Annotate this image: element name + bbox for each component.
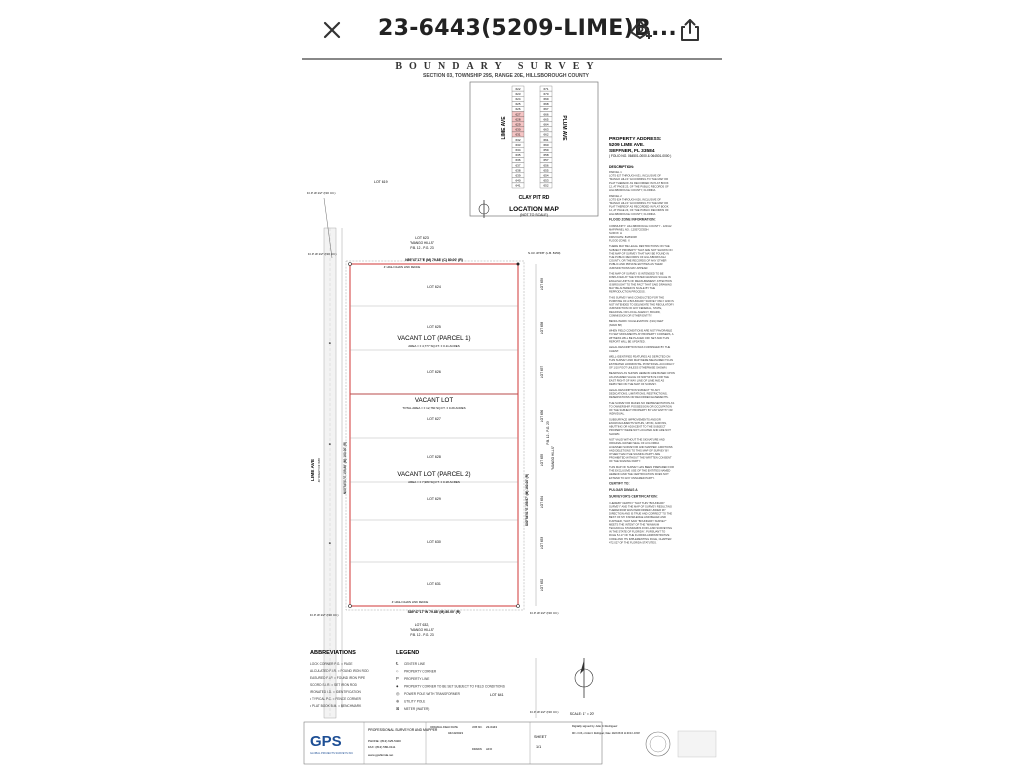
- survey-note: COUNTY, OR THE RECORDS OF ANY OTHER: [609, 259, 667, 263]
- viewer-toolbar: [0, 0, 1024, 60]
- description-paragraph: HILLSBOROUGH COUNTY, FLORIDA.: [609, 189, 656, 192]
- survey-note: IS BROUGHT TO THE FACT THAT SAID DRAWING: [609, 283, 672, 287]
- description-paragraph: PARCEL 2: [609, 194, 622, 198]
- close-icon: [321, 19, 343, 41]
- survey-note: THIS SURVEY AND MAP WERE MEASURED TO AN: [609, 359, 674, 363]
- lot-630-label: LOT 630: [427, 540, 441, 544]
- location-map-lot-number: 638: [515, 168, 521, 173]
- right-bearing: S00°54'51"E 159.97' (M) 160.00' (R): [525, 473, 529, 527]
- survey-note: ABUTTING OR ADJACENT TO THE SUBJECT: [609, 425, 666, 429]
- location-map-lot-number: 635: [515, 153, 521, 158]
- location-map: [470, 82, 598, 218]
- surveyor-cert-text: BEST OF MY KNOWLEDGE AND BELIEF AND: [609, 516, 666, 520]
- survey-note: PURPOSE OF A BOUNDARY SURVEY ONLY AND IS: [609, 300, 674, 303]
- description-paragraph: LOTS 624 THROUGH 626, INCLUSIVE OF: [609, 198, 661, 202]
- legend-item: PROPERTY CORNER: [404, 669, 437, 674]
- survey-note: INDIVIDUAL.: [609, 412, 625, 416]
- survey-note: THIS SURVEY WAS CONDUCTED FOR THE: [609, 296, 664, 300]
- company-logo: GPS: [310, 733, 342, 750]
- survey-note: ENCROACHMENTS WITHIN, UPON, ACROSS,: [609, 422, 667, 425]
- surveyor-cert-title: SURVEYOR'S CERTIFICATION:: [609, 494, 658, 499]
- mango-hills-top: "MANGO HILLS": [409, 241, 435, 245]
- fip-north-label: F.I.P. Ø 1/2" (NO I.D.): [307, 191, 336, 195]
- abbreviations-list: [310, 662, 369, 708]
- signed-label: Digitally signed by Julio C Rodriguez: [572, 724, 618, 728]
- location-map-title: LOCATION MAP: [509, 206, 559, 213]
- document-title: 23-6443(5209-LIME)B...: [378, 16, 678, 41]
- description-paragraph: HILLSBOROUGH COUNTY, FLORIDA.: [609, 212, 656, 216]
- location-map-lot-number: 640: [515, 178, 521, 183]
- legend-item: PROPERTY LINE: [404, 677, 430, 681]
- sheet-label: SHEET: [534, 735, 547, 739]
- surveyor-cert-text: 472.027 OF THE FLORIDA STATUTES.: [609, 541, 657, 545]
- bottom-fence-label: 4' HIGH CHAIN LINK FENCE: [391, 600, 429, 604]
- location-map-lot-number: 633: [515, 142, 521, 147]
- lot-641-label: LOT 641: [490, 693, 504, 697]
- company-role: PROFESSIONAL SURVEYOR AND MAPPER: [368, 728, 438, 732]
- legend-symbol: ○: [396, 668, 399, 674]
- original-date-value: 04/10/2023: [448, 731, 464, 735]
- drawn-label: DRAWN: [472, 748, 482, 751]
- survey-note: OF THE SUBJECT PROPERTY BY ANY ENTITY OR: [609, 409, 673, 412]
- survey-note: THE MAP OF SURVEY THAT MAY BE FOUND IN: [609, 252, 669, 256]
- top-fence-label: 4' HIGH CHAIN LINK FENCE: [383, 265, 421, 269]
- parcel-1-label: VACANT LOT (PARCEL 1): [397, 335, 471, 342]
- location-map-lot-number: 652: [543, 183, 549, 188]
- lot-624-label: LOT 624: [427, 285, 441, 289]
- certify-title: CERTIFY TO:: [609, 481, 630, 486]
- location-map-lot-number: 637: [515, 163, 521, 168]
- location-map-lot-number: 631: [515, 132, 521, 137]
- flood-text: COMMUNITY: HILLSBOROUGH COUNTY - 120112: [609, 225, 672, 228]
- description-paragraph: PLAT THEREOF AS RECORDED IN PLAT BOOK: [609, 181, 669, 185]
- location-map-lot-number: 639: [515, 173, 521, 178]
- legend-symbol: ●: [396, 683, 399, 689]
- plat-book-top: P.B. 12 - P.G. 23: [410, 246, 434, 250]
- survey-note: BENCH MARK: N/A ELEVATION: (N/A) FEET: [609, 320, 664, 324]
- survey-note: REPRODUCTION PROCESS.: [609, 290, 646, 294]
- edit-mode-button[interactable]: [624, 14, 656, 46]
- left-bearing: N00°54'51"E 159.88' (M) 160.00' (R): [343, 441, 347, 495]
- surveyor-cert-text: TECHNICAL STANDARDS FOR LAND SURVEYING: [609, 527, 673, 530]
- parcel-2-area: AREA = ± 7,983 SQ.FT. ± 0.18 ACRES: [408, 480, 460, 484]
- property-address-line2: SEFFNER, FL 33584: [609, 149, 655, 154]
- location-map-lot-number: 636: [515, 158, 521, 163]
- survey-note: DISPLAYED AT THE STATED GRAPHIC SCALE IN: [609, 276, 671, 280]
- property-address-label: PROPERTY ADDRESS:: [609, 137, 662, 142]
- survey-note: AND DELETIONS TO THIS MAP OF SURVEY BY: [609, 449, 669, 453]
- share-icon: [677, 17, 703, 43]
- survey-note: CLIENT.: [609, 349, 620, 353]
- parcel-boundary: [350, 264, 518, 606]
- survey-note: OF 1/10 FOOT UNLESS OTHERWISE SHOWN.: [609, 366, 668, 370]
- abbreviation-item: SCORD S.I.R. = SET IRON ROD: [310, 683, 357, 687]
- location-map-subtitle: (NOT TO SCALE): [520, 213, 548, 217]
- lot-623-label: LOT 623: [415, 236, 429, 240]
- location-map-lot-number: 622: [515, 86, 521, 91]
- close-button[interactable]: [316, 14, 348, 46]
- description-paragraph: LOTS 627 THROUGH 631, INCLUSIVE OF: [609, 174, 661, 178]
- location-map-lot-number: 641: [515, 183, 521, 188]
- location-map-lot-number: 625: [515, 102, 521, 107]
- legend-block: [395, 650, 505, 711]
- right-lot-label: LOT 655: [540, 453, 544, 467]
- location-map-lot-number: 630: [515, 127, 521, 132]
- location-map-lot-number: 669: [543, 97, 549, 101]
- location-map-lot-number: 670: [543, 91, 549, 96]
- survey-note: SUBSURFACE IMPROVEMENTS AND/OR: [609, 418, 661, 422]
- abbreviation-item: IRONATED I.D. = IDENTIFICATION: [310, 690, 361, 694]
- right-lot-labels: [540, 278, 544, 592]
- lot-626-label: LOT 626: [427, 370, 441, 374]
- lot-619-label: LOT 619: [374, 180, 388, 184]
- lot-632-label: LOT 632,: [414, 623, 430, 627]
- location-map-lot-number: 624: [515, 97, 521, 101]
- lot-631-label: LOT 631: [427, 582, 441, 586]
- survey-note: EXTEND TO ANY UNNAMED PARTY.: [609, 476, 655, 480]
- legend-item: UTILITY POLE: [404, 699, 426, 704]
- survey-note: DEPICTED ON THE MAP OF SURVEY.: [609, 383, 657, 386]
- edit-mode-icon: [626, 16, 654, 44]
- abbreviation-item: LOCK CORNER P.G. = PAGE: [310, 662, 353, 666]
- survey-note: REPORT WILL BE UPDATED.: [609, 340, 646, 344]
- location-map-lot-number: 653: [543, 178, 549, 183]
- vacant-lot-area: TOTAL AREA = ± 12,760 SQ.FT. ± 0.29 ACRES: [402, 406, 466, 410]
- lot-625-label: LOT 625: [427, 325, 441, 329]
- abbreviations-title: ABBREVIATIONS: [310, 650, 356, 656]
- survey-note: SUBJECT PROPERTY THAT ARE NOT SHOWN ON: [609, 248, 673, 252]
- right-lot-label: LOT 657: [540, 365, 544, 379]
- top-rule: [302, 58, 722, 60]
- survey-note: NOT INTENDED TO DELINEATE THE REGULATORY: [609, 303, 675, 307]
- company-name: GLOBAL PROJECTS SURVEYS INC: [310, 752, 354, 755]
- flood-text: SUFFIX: H: [609, 232, 622, 236]
- legend-item: CENTER LINE: [404, 662, 426, 666]
- legend-symbol: ⊠: [396, 706, 400, 711]
- survey-note: THE EXCLUSIVE USE OF THE ENTITIES NAMED: [609, 469, 671, 473]
- legend-symbol: ℄: [396, 661, 399, 666]
- surveyor-cert-text: THEREFROM WAS PERFORMED UNDER MY: [609, 509, 666, 512]
- survey-note: THIS MAP OF SURVEY HAS BEEN PREPARED FOR: [609, 466, 674, 469]
- survey-note: TO SET MONUMENTS AT PROPERTY CORNERS, A: [609, 333, 674, 337]
- flood-text: FLOOD ZONE: X: [609, 239, 630, 243]
- surveyor-cert-text: FURTHER, THAT SAID "BOUNDARY SURVEY": [609, 519, 667, 523]
- description-paragraph: "MANGO HILLS" ACCORDING TO THE MAP OR: [609, 202, 669, 205]
- plat-book-right: P.B. 12 - P.G. 23: [546, 421, 550, 445]
- survey-note: ENGLISH UNITS OF MEASUREMENT. ATTENTION: [609, 279, 672, 283]
- lot-629-label: LOT 629: [427, 497, 441, 501]
- survey-note: PROPERTY WERE NOT LOCATED AND ARE NOT: [609, 429, 671, 433]
- description-title: DESCRIPTION:: [609, 165, 635, 169]
- abbreviation-item: EASURED F.I.P. = FOUND IRON PIPE: [310, 676, 366, 680]
- location-map-lot-number: 665: [543, 117, 549, 122]
- survey-note: THE SURVEYOR MAKES NO REPRESENTATION AS: [609, 401, 675, 405]
- location-map-lot-number: 656: [543, 163, 549, 168]
- location-map-lot-number: 657: [543, 158, 549, 163]
- right-lot-label: LOT 656: [540, 409, 544, 423]
- surveyor-cert-text: RULE 5J-17 OF THE FLORIDA ADMINISTRATIVE: [609, 534, 670, 538]
- flood-text: FIRM DATE: 8/28/2008: [609, 235, 637, 239]
- location-map-lot-number: 654: [543, 173, 549, 178]
- sheet-value: 1/1: [536, 745, 542, 749]
- description-paragraph: "MANGO HILLS" ACCORDING TO THE MAP OR: [609, 178, 669, 182]
- legend-item: PROPERTY CORNER TO BE SET SUBJECT TO FIELD CONDITIONS: [404, 684, 505, 689]
- top-bearing: N89°47'17"E (M) 79.88' (C) 80.00' (R): [405, 258, 463, 262]
- survey-note: EAST RIGHT OF WAY LINE OF LIME AVE AS: [609, 379, 665, 383]
- survey-note: LEGAL DESCRIPTION WAS FURNISHED BY THE: [609, 346, 671, 350]
- location-map-lot-number: 661: [543, 137, 549, 142]
- parcel-2-label: VACANT LOT (PARCEL 2): [397, 471, 471, 478]
- location-map-lot-number: 627: [515, 112, 521, 117]
- location-map-lot-number: 659: [543, 148, 549, 152]
- abbreviation-item: • TYPICAL P.C. = FENCE CORNER: [310, 697, 361, 701]
- share-button[interactable]: [674, 14, 706, 46]
- legend-symbol: ◎: [396, 691, 400, 696]
- legend-item: METER (WATER): [404, 707, 430, 711]
- survey-note: JURISDICTION OF ANY FEDERAL, STATE,: [609, 307, 663, 311]
- original-date-label: ORIGINAL FIELD DATE: [430, 726, 458, 729]
- description-paragraph: 12, AT PAGE 23, OF THE PUBLIC RECORDS OF: [609, 209, 669, 213]
- right-of-way-note: 40' RIGHT OF WAY: [317, 457, 321, 483]
- bottom-bearing: S89°47'17"W 79.88' (M) 80.00' (R): [407, 610, 461, 614]
- survey-note: LICENSED SURVEYOR AND MAPPER. ADDITIONS: [609, 445, 673, 449]
- surveyor-seal: [646, 731, 716, 757]
- flood-title: FLOOD ZONE INFORMATION:: [609, 217, 656, 222]
- location-map-road-right: PLUM AVE: [561, 115, 567, 141]
- property-folio: ( FOLIO NO. 064501-0000 & 064501-0000 ): [609, 154, 672, 158]
- utility-pole-2: ⊕: [328, 442, 332, 446]
- survey-note: WITNESS WILL BE PLACED OFF SET AND THIS: [609, 336, 670, 340]
- drawn-value: AFO: [486, 747, 493, 751]
- surveyor-cert-text: CODE AND ITS IMPLEMENTING RULE, CHAPTER: [609, 537, 672, 541]
- location-map-lot-number: 634: [515, 148, 521, 152]
- survey-note: JURISDICTIONS MAY APPEAR.: [609, 266, 649, 270]
- abbreviations-block: [310, 650, 369, 708]
- right-lot-label: LOT 653: [540, 536, 544, 550]
- survey-note: THE MAP OF SURVEY IS INTENDED TO BE: [609, 272, 664, 276]
- legend-item: POWER POLE WITH TRANSFORMER: [404, 692, 460, 696]
- survey-note: OF THE SIGNING PARTY.: [609, 460, 641, 464]
- property-corner-sw: [349, 605, 352, 608]
- north-arrow: [575, 658, 593, 698]
- right-lot-label: LOT 652: [540, 578, 544, 592]
- survey-note: THE PUBLIC RECORDS OF HILLSBOROUGH: [609, 256, 666, 259]
- sir-top-right: S.I.R. Ø 5/8" (L.B. 8150): [528, 251, 561, 255]
- survey-note: WHEN FIELD CONDITIONS ARE NOT FAVORABLE: [609, 329, 673, 333]
- fip-bottom-right: F.I.P. Ø 1/2" (NO I.D.): [530, 611, 559, 615]
- job-label: JOB NO.: [472, 726, 483, 729]
- fip-top-left: F.I.P. Ø 1/2" (NO I.D.): [308, 252, 337, 256]
- surveyor-cert-text: DIRECTION AND IS TRUE AND CORRECT TO THE: [609, 512, 673, 516]
- survey-note: PROHIBITED WITHOUT THE WRITTEN CONSENT: [609, 456, 672, 460]
- location-map-lot-number: 655: [543, 168, 549, 173]
- company-fax: FAX: (813) 580-0111: [368, 745, 396, 749]
- company-phone: PHONE: (813) 625-5400: [368, 739, 401, 743]
- survey-note: COMMISSION OR OTHER ENTITY.: [609, 314, 653, 318]
- survey-subheading: SECTION 03, TOWNSHIP 29S, RANGE 20E, HILLSBOROUGH COUNTY: [423, 73, 589, 79]
- location-map-lot-number: 626: [515, 107, 521, 112]
- survey-plan: [307, 180, 595, 718]
- survey-document[interactable]: [302, 58, 722, 768]
- fence-line: [346, 261, 524, 610]
- legend-symbol: ⊕: [396, 698, 400, 704]
- survey-note: BEARINGS AS SHOWN HEREON ARE BASED UPON: [609, 372, 675, 376]
- certify-name: PULGAR DIMAS A: [609, 488, 638, 492]
- survey-note: RESERVATIONS OR RECORDED EASEMENTS.: [609, 396, 669, 399]
- flood-text: MAP/PANEL NO.: 12057C0355H: [609, 228, 649, 232]
- survey-note: THERE MAY BE LEGAL RESTRICTIONS ON THE: [609, 245, 670, 249]
- mango-hills-right: "MANGO HILLS": [551, 445, 555, 471]
- utility-pole-3: ⊕: [328, 541, 332, 545]
- fip-bottom-left: F.I.P. Ø 1/2" (NO I.D.): [310, 613, 339, 617]
- notes-column: [609, 136, 675, 544]
- survey-note: OTHER THAN THE SIGNING PARTY ARE: [609, 453, 661, 456]
- surveyor-cert-text: SURVEY" AND THE MAP OF SURVEY RESULTING: [609, 505, 672, 509]
- location-map-lot-number: 666: [543, 112, 549, 117]
- surveyor-cert-text: IN THE STATE OF FLORIDA", PURSUANT TO: [609, 530, 666, 534]
- survey-note: ORIGINAL RAISED SEAL OF A FLORIDA: [609, 442, 660, 446]
- location-map-lot-number: 662: [543, 132, 549, 137]
- company-web: www.gpsflorida.net: [368, 753, 394, 757]
- abbreviation-item: ALCULATED F.I.R. = FOUND IRON ROD: [310, 669, 369, 673]
- survey-heading: BOUNDARY SURVEY: [395, 61, 601, 72]
- survey-note: MAY BE ALTERED IN SCALE BY THE: [609, 287, 656, 290]
- survey-note: HEREON AND THE CERTIFICATION DOES NOT: [609, 473, 669, 477]
- notes-flow: [609, 170, 675, 544]
- location-map-lot-number: 671: [543, 86, 549, 91]
- survey-note: REGIONAL OR LOCAL AGENCY, BOARD,: [609, 310, 661, 314]
- location-map-lot-number: 667: [543, 107, 549, 112]
- location-map-road-left: LIME AVE: [501, 116, 507, 140]
- vacant-lot-label: VACANT LOT: [414, 397, 454, 404]
- location-map-lot-number: 629: [515, 122, 521, 127]
- lime-ave-label: LIME AVE: [311, 458, 316, 482]
- survey-note: PUBLIC AND PRIVATE ENTITIES AS THEIR: [609, 263, 663, 267]
- location-map-lot-number: 660: [543, 142, 549, 147]
- right-lot-label: LOT 654: [540, 495, 544, 509]
- fip-south: F.I.P. Ø 1/2" (NO I.D.): [530, 710, 559, 714]
- property-corner-ne: [517, 263, 520, 266]
- location-map-lot-number: 623: [515, 91, 521, 96]
- title-block: [304, 722, 716, 764]
- abbreviation-item: • PLAT BOOK B.M. = BENCHMARK: [310, 704, 362, 708]
- property-corner-nw: [349, 263, 352, 266]
- lot-628-label: LOT 628: [427, 455, 441, 459]
- right-lot-label: LOT 659: [540, 277, 544, 291]
- utility-pole-1: ⊕: [328, 341, 332, 345]
- location-map-lot-number: 658: [543, 153, 549, 158]
- location-map-lot-number: 632: [515, 137, 521, 142]
- description-paragraph: 12, AT PAGE 23, OF THE PUBLIC RECORDS OF: [609, 185, 669, 189]
- location-map-lot-number: 663: [543, 127, 549, 132]
- location-map-road-bottom: CLAY PIT RD: [518, 195, 550, 201]
- plat-book-bottom: P.B. 12 - P.G. 23: [410, 633, 434, 637]
- location-map-lot-number: 628: [515, 117, 521, 122]
- scale-label: SCALE: 1" = 20': [569, 712, 595, 716]
- location-map-lot-number: 668: [543, 102, 549, 107]
- surveyor-cert-text: I HEREBY CERTIFY THAT THIS "BOUNDARY: [609, 501, 665, 505]
- legend-symbol: P: [396, 676, 399, 681]
- description-paragraph: PARCEL 1: [609, 171, 622, 174]
- survey-note: NOT VALID WITHOUT THE SIGNATURE AND: [609, 438, 665, 442]
- survey-note: ESTIMATED HORIZONTAL POSITIONAL ACCURACY: [609, 362, 675, 366]
- property-corner-se: [517, 605, 520, 608]
- survey-note: LEGAL DESCRIPTION SUBJECT TO ANY: [609, 388, 661, 392]
- parcel-1-area: AREA = ± 4,777 SQ.FT. ± 0.11 ACRES: [408, 344, 460, 348]
- job-value: 23-6443: [486, 725, 498, 729]
- survey-note: TO OWNERSHIP, POSSESSION OR OCCUPATION: [609, 405, 672, 409]
- survey-note: WELL-IDENTIFIED FEATURES AS DEPICTED ON: [609, 355, 671, 359]
- legend-list: [395, 661, 505, 711]
- survey-note: DEDICATIONS, LIMITATIONS, RESTRICTIONS,: [609, 392, 668, 396]
- right-lot-label: LOT 658: [540, 321, 544, 335]
- mango-hills-bottom: "MANGO HILLS": [409, 628, 435, 632]
- survey-note: AN ASSUMED VALUE OF N00°54'51"E FOR THE: [609, 375, 669, 379]
- location-map-lot-number: 664: [543, 122, 549, 127]
- legend-title: LEGEND: [396, 650, 420, 656]
- description-paragraph: PLAT THEREOF AS RECORDED IN PLAT BOOK: [609, 205, 669, 209]
- property-address-line1: 5209 LIME AVE.: [609, 143, 645, 148]
- surveyor-cert-text: MEETS THE INTENT OF THE "MINIMUM: [609, 523, 660, 527]
- lot-627-label: LOT 627: [427, 417, 441, 421]
- survey-note: (NAVD 88): [609, 323, 622, 327]
- survey-note: SHOWN.: [609, 432, 621, 436]
- signed-detail: DN: c=US, o=Julio C Rodriguez, Date: 2023.05.03 11:00:43 -04'00': [572, 733, 640, 735]
